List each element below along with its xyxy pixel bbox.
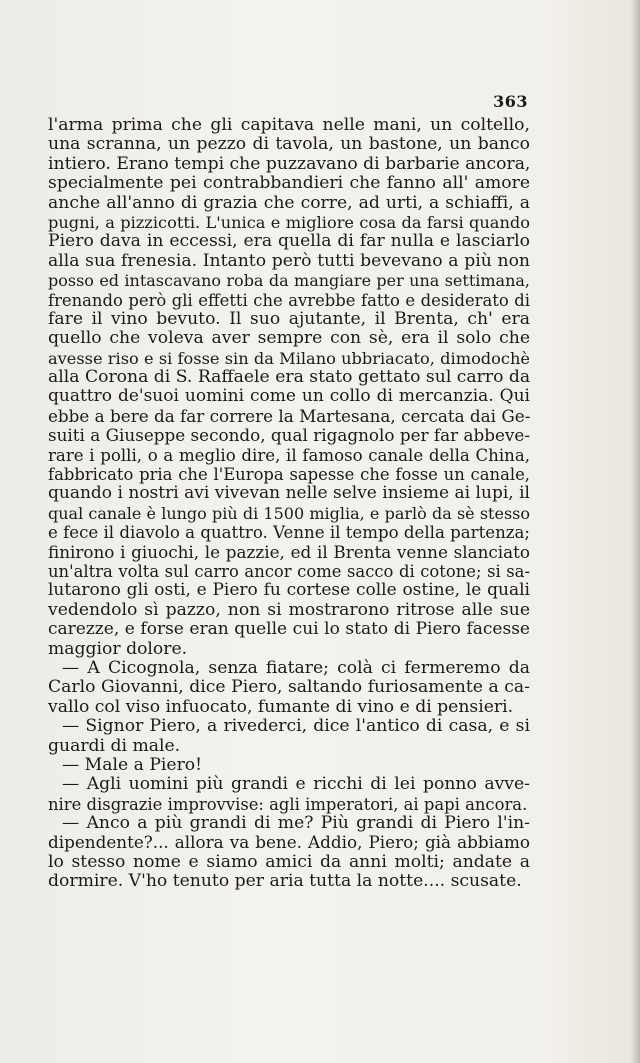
text-line: dipendente?... allora va bene. Addio, Piero; già abbiamo <box>48 832 530 853</box>
text-line: lo stesso nome e siamo amici da anni molti; andate a <box>48 851 530 872</box>
text-line: — Male a Piero! <box>62 754 203 775</box>
body-text <box>48 116 530 892</box>
text-line: pugni, a pizzicotti. L'unica e migliore cosa da farsi quando <box>48 212 530 232</box>
text-line: qual canale è lungo più di 1500 miglia, e parlò da sè stesso <box>48 503 530 523</box>
text-line: suiti a Giuseppe secondo, qual rigagnolo per far abbeve- <box>48 425 530 446</box>
text-line: un'altra volta sul carro ancor come sacco di cotone; si sa- <box>48 561 530 581</box>
text-line: posso ed intascavano roba da mangiare per una settimana, <box>48 271 530 291</box>
text-line: quattro de'suoi uomini come un collo di mercanzia. Qui <box>48 386 530 407</box>
text-line: finirono i giuochi, le pazzie, ed il Brenta venne slanciato <box>48 541 530 562</box>
text-line: alla sua frenesia. Intanto però tutti bevevano a più non <box>48 250 530 271</box>
text-line: maggior dolore. <box>48 638 188 659</box>
text-line: vedendolo sì pazzo, non si mostrarono ritrose alle sue <box>48 599 530 620</box>
text-line: alla Corona di S. Raffaele era stato gettato sul carro da <box>48 367 531 388</box>
text-line: una scranna, un pezzo di tavola, un bastone, un banco <box>48 134 530 155</box>
text-line: dormire. V'ho tenuto per aria tutta la notte.... scusate. <box>48 871 522 892</box>
text-line: anche all'anno di grazia che corre, ad urti, a schiaffi, a <box>48 192 530 213</box>
text-line: specialmente pei contrabbandieri che fanno all' amore <box>48 173 530 194</box>
text-line: — Anco a più grandi di me? Più grandi di Piero l'in- <box>62 813 530 834</box>
text-line: nire disgrazie improvvise: agli imperatori, ai papi ancora. <box>48 794 528 814</box>
text-line: avesse riso e si fosse sin da Milano ubbriacato, dimodochè <box>48 348 530 368</box>
text-line: lutarono gli osti, e Piero fu cortese colle ostine, le quali <box>48 580 530 601</box>
text-line: frenando però gli effetti che avrebbe fatto e desiderato di <box>48 290 530 310</box>
text-line: carezze, e forse eran quelle cui lo stato di Piero facesse <box>48 619 530 640</box>
text-line: e fece il diavolo a quattro. Venne il tempo della partenza; <box>48 523 530 543</box>
text-line: fabbricato pria che l'Europa sapesse che fosse un canale, <box>48 465 530 485</box>
text-line: l'arma prima che gli capitava nelle mani, un coltello, <box>48 115 530 135</box>
text-line: guardi di male. <box>48 735 181 756</box>
text-line: quello che voleva aver sempre con sè, era il solo che <box>48 328 530 349</box>
text-line: — Agli uomini più grandi e ricchi di lei ponno avve- <box>62 774 530 795</box>
text-line: Piero dava in eccessi, era quella di far nulla e lasciarlo <box>48 231 530 252</box>
text-line: — A Cicognola, senza fiatare; colà ci fermeremo da <box>62 657 530 678</box>
text-line: vallo col viso infuocato, fumante di vino e di pensieri. <box>48 696 514 717</box>
text-line: intiero. Erano tempi che puzzavano di barbarie ancora, <box>48 153 531 174</box>
text-line: rare i polli, o a meglio dire, il famoso canale della China, <box>48 445 530 465</box>
page-edge-shadow <box>630 0 640 1063</box>
text-line: quando i nostri avi vivevan nelle selve insieme ai lupi, il <box>48 483 530 504</box>
page-number: 363 <box>493 92 528 111</box>
text-line: fare il vino bevuto. Il suo ajutante, il Brenta, ch' era <box>48 308 530 329</box>
text-line: — Signor Piero, a rivederci, dice l'antico di casa, e si <box>62 716 530 737</box>
text-line: ebbe a bere da far correre la Martesana, cercata dai Ge- <box>48 405 531 426</box>
text-line: Carlo Giovanni, dice Piero, saltando furiosamente a ca- <box>48 677 530 698</box>
